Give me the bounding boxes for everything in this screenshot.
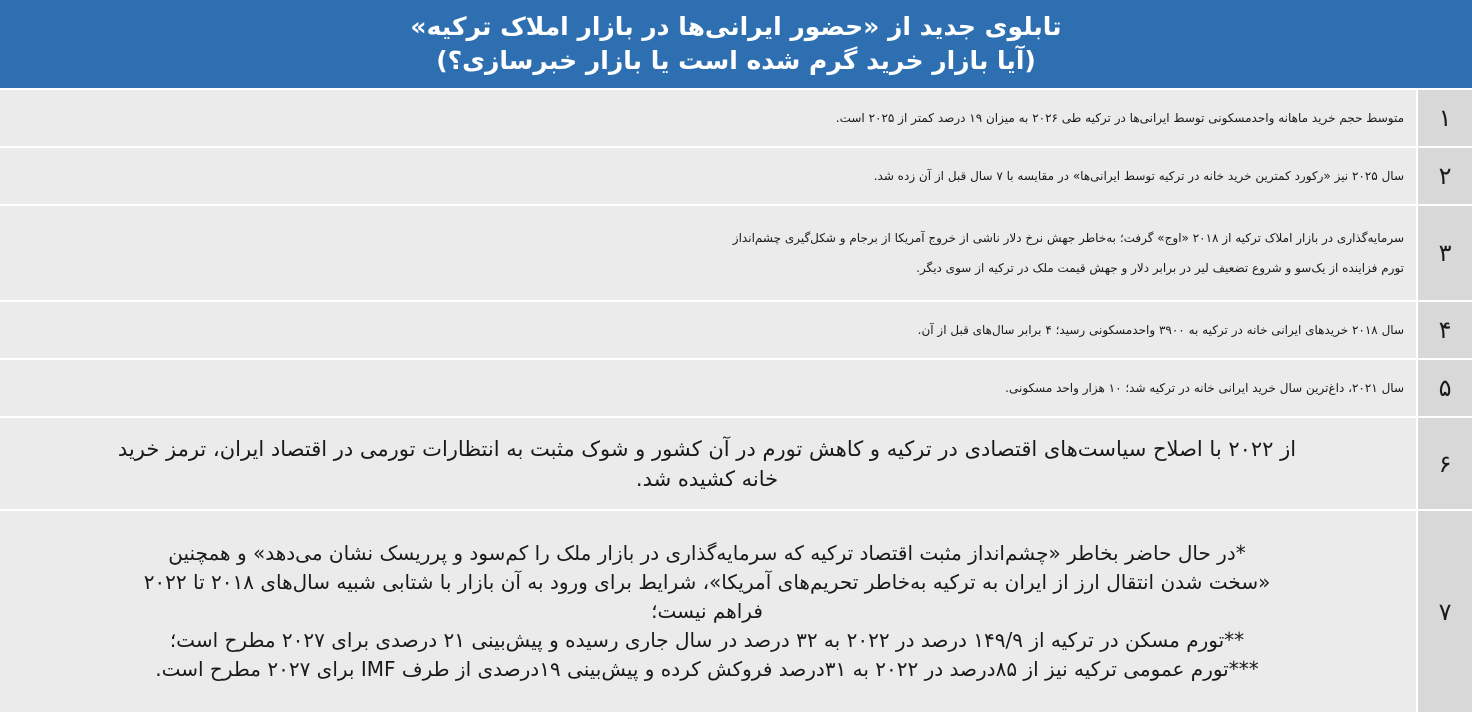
table-row (0, 148, 1472, 206)
row-text (0, 206, 1416, 300)
table-row (0, 418, 1472, 511)
row-text-line: فراهم نیست؛ (651, 599, 763, 623)
row-text (0, 418, 1416, 509)
row-text-line: از ۲۰۲۲ با اصلاح سیاست‌های اقتصادی در ترکیه و کاهش تورم در آن کشور و شوک مثبت به انتظارات تورمی در اقتصاد ایران، ترمز خرید (117, 436, 1297, 461)
row-text-line: سرمایه‌گذاری در بازار املاک ترکیه از ۲۰۱۸ «اوج» گرفت؛ به‌خاطر جهش نرخ دلار ناشی از خروج آمریکا از برجام و شکل‌گیری چشم‌انداز (732, 231, 1404, 245)
row-text-line: متوسط حجم خرید ماهانه واحدمسکونی توسط ایرانی‌ها در ترکیه طی ۲۰۲۶ به میزان ۱۹ درصد کمتر از ۲۰۲۵ است. (835, 111, 1404, 125)
row-text-line: تورم فزاینده از یک‌سو و شروع تضعیف لیر در برابر دلار و جهش قیمت ملک در ترکیه از سوی دیگر. (916, 261, 1404, 275)
header-subtitle: (آیا بازار خرید گرم شده است یا بازار خبرسازی؟) (436, 46, 1036, 75)
row-text-line: سال ۲۰۲۵ نیز «رکورد کمترین خرید خانه در ترکیه توسط ایرانی‌ها» در مقایسه با ۷ سال قبل از آن زده شد. (873, 169, 1404, 183)
row-text-line: سال ۲۰۲۱، داغ‌ترین سال خرید ایرانی خانه در ترکیه شد؛ ۱۰ هزار واحد مسکونی. (1005, 381, 1404, 395)
row-text-line: ***تورم عمومی ترکیه نیز از ۸۵درصد در ۲۰۲۲ به ۳۱درصد فروکش کرده و پیش‌بینی ۱۹درصدی از طرف IMF برای ۲۰۲۷ مطرح است. (155, 657, 1259, 681)
row-number: ۲ (1416, 148, 1472, 204)
table-row (0, 511, 1472, 714)
row-text-line: «سخت شدن انتقال ارز از ایران به ترکیه به‌خاطر تحریم‌های آمریکا»، شرایط برای ورود به آن بازار با شتابی شبیه سال‌های ۲۰۱۸ تا ۲۰۲۲ (143, 570, 1271, 594)
row-text-line: *در حال حاضر بخاطر «چشم‌انداز مثبت اقتصاد ترکیه که سرمایه‌گذاری در بازار ملک را کم‌سود و پرریسک نشان می‌دهد» و همچنین (168, 541, 1246, 565)
row-text (0, 148, 1416, 204)
row-text (0, 302, 1416, 358)
header-title: تابلوی جدید از «حضور ایرانی‌ها در بازار املاک ترکیه» (410, 12, 1062, 41)
row-number: ۴ (1416, 302, 1472, 358)
row-text (0, 90, 1416, 146)
table-row (0, 360, 1472, 418)
row-text (0, 360, 1416, 416)
row-text-line: **تورم مسکن در ترکیه از ۱۴۹/۹ درصد در ۲۰۲۲ به ۳۲ درصد در سال جاری رسیده و پیش‌بینی ۲۱ درصدی برای ۲۰۲۷ مطرح است؛ (169, 628, 1245, 652)
row-number: ۶ (1416, 418, 1472, 509)
row-number: ۱ (1416, 90, 1472, 146)
row-number: ۷ (1416, 511, 1472, 712)
row-text-line: سال ۲۰۱۸ خریدهای ایرانی خانه در ترکیه به ۳۹۰۰ واحدمسکونی رسید؛ ۴ برابر سال‌های قبل از آن. (917, 323, 1404, 337)
table-body (0, 90, 1472, 714)
table-header (0, 0, 1472, 90)
row-text (0, 511, 1416, 712)
row-number: ۵ (1416, 360, 1472, 416)
table-row (0, 206, 1472, 302)
row-number: ۳ (1416, 206, 1472, 300)
table-row (0, 302, 1472, 360)
table-row (0, 90, 1472, 148)
row-text-line: خانه کشیده شد. (635, 466, 779, 491)
